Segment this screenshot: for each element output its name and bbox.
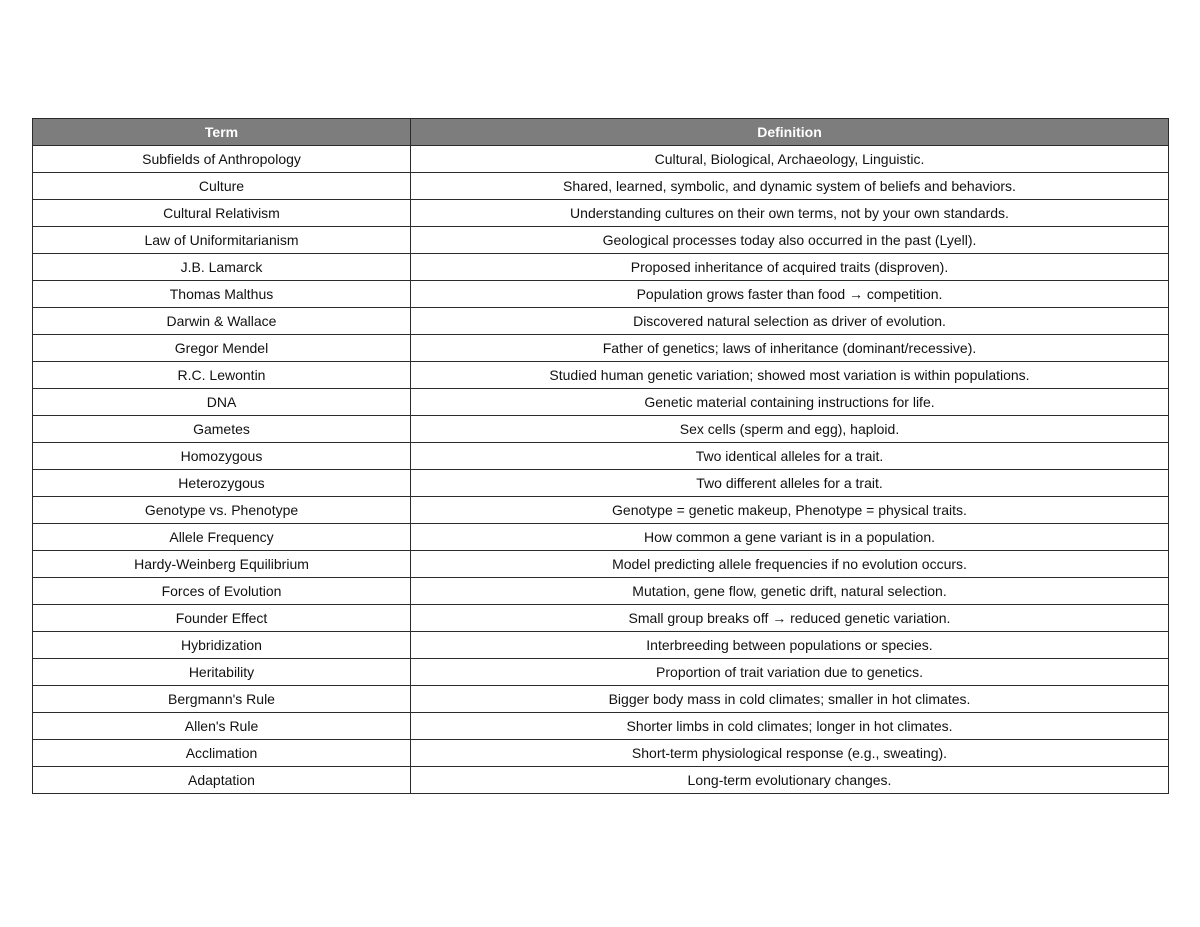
definition-cell: Population grows faster than food → competition. — [411, 281, 1169, 308]
table-row — [33, 254, 1169, 281]
table-row — [33, 416, 1169, 443]
table-row — [33, 389, 1169, 416]
term-cell: R.C. Lewontin — [33, 362, 411, 389]
term-cell: Cultural Relativism — [33, 200, 411, 227]
definition-cell: Small group breaks off → reduced genetic variation. — [411, 605, 1169, 632]
table-header-row — [33, 119, 1169, 146]
table-row — [33, 335, 1169, 362]
term-cell: Gametes — [33, 416, 411, 443]
term-cell: DNA — [33, 389, 411, 416]
table-row — [33, 632, 1169, 659]
definition-cell: Father of genetics; laws of inheritance (dominant/recessive). — [411, 335, 1169, 362]
table-row — [33, 173, 1169, 200]
definition-cell: Short-term physiological response (e.g., sweating). — [411, 740, 1169, 767]
term-cell: Heritability — [33, 659, 411, 686]
table-row — [33, 659, 1169, 686]
term-cell: Forces of Evolution — [33, 578, 411, 605]
definition-cell: Model predicting allele frequencies if no evolution occurs. — [411, 551, 1169, 578]
definition-cell: Interbreeding between populations or species. — [411, 632, 1169, 659]
table-row — [33, 686, 1169, 713]
term-cell: Hardy-Weinberg Equilibrium — [33, 551, 411, 578]
term-cell: Heterozygous — [33, 470, 411, 497]
term-cell: Acclimation — [33, 740, 411, 767]
definition-cell: Cultural, Biological, Archaeology, Linguistic. — [411, 146, 1169, 173]
term-cell: Culture — [33, 173, 411, 200]
term-cell: Darwin & Wallace — [33, 308, 411, 335]
table-row — [33, 740, 1169, 767]
definition-cell: Two different alleles for a trait. — [411, 470, 1169, 497]
table-row — [33, 308, 1169, 335]
definition-cell: Genotype = genetic makeup, Phenotype = physical traits. — [411, 497, 1169, 524]
term-cell: Subfields of Anthropology — [33, 146, 411, 173]
table-row — [33, 146, 1169, 173]
definition-cell: Bigger body mass in cold climates; smaller in hot climates. — [411, 686, 1169, 713]
term-cell: Homozygous — [33, 443, 411, 470]
table-row — [33, 578, 1169, 605]
table-row — [33, 227, 1169, 254]
term-cell: Adaptation — [33, 767, 411, 794]
table-row — [33, 470, 1169, 497]
definition-cell: How common a gene variant is in a population. — [411, 524, 1169, 551]
table-body — [33, 146, 1169, 794]
term-cell: Hybridization — [33, 632, 411, 659]
term-cell: Gregor Mendel — [33, 335, 411, 362]
definition-cell: Sex cells (sperm and egg), haploid. — [411, 416, 1169, 443]
definition-cell: Geological processes today also occurred in the past (Lyell). — [411, 227, 1169, 254]
definition-cell: Mutation, gene flow, genetic drift, natural selection. — [411, 578, 1169, 605]
definition-cell: Proposed inheritance of acquired traits (disproven). — [411, 254, 1169, 281]
definition-cell: Understanding cultures on their own terms, not by your own standards. — [411, 200, 1169, 227]
table-row — [33, 551, 1169, 578]
definition-cell: Long-term evolutionary changes. — [411, 767, 1169, 794]
table-row — [33, 443, 1169, 470]
term-cell: Thomas Malthus — [33, 281, 411, 308]
term-cell: Law of Uniformitarianism — [33, 227, 411, 254]
term-cell: J.B. Lamarck — [33, 254, 411, 281]
column-header-definition: Definition — [411, 119, 1169, 146]
table-row — [33, 200, 1169, 227]
table-row — [33, 524, 1169, 551]
definition-cell: Proportion of trait variation due to genetics. — [411, 659, 1169, 686]
column-header-term: Term — [33, 119, 411, 146]
term-cell: Genotype vs. Phenotype — [33, 497, 411, 524]
term-cell: Allen's Rule — [33, 713, 411, 740]
term-cell: Bergmann's Rule — [33, 686, 411, 713]
term-cell: Allele Frequency — [33, 524, 411, 551]
table-row — [33, 497, 1169, 524]
glossary-table — [32, 118, 1169, 794]
table-row — [33, 767, 1169, 794]
definition-cell: Genetic material containing instructions for life. — [411, 389, 1169, 416]
definition-cell: Discovered natural selection as driver of evolution. — [411, 308, 1169, 335]
table-row — [33, 281, 1169, 308]
term-cell: Founder Effect — [33, 605, 411, 632]
definition-cell: Shorter limbs in cold climates; longer in hot climates. — [411, 713, 1169, 740]
table-row — [33, 605, 1169, 632]
definition-cell: Two identical alleles for a trait. — [411, 443, 1169, 470]
table-row — [33, 713, 1169, 740]
definition-cell: Shared, learned, symbolic, and dynamic system of beliefs and behaviors. — [411, 173, 1169, 200]
definition-cell: Studied human genetic variation; showed most variation is within populations. — [411, 362, 1169, 389]
table-row — [33, 362, 1169, 389]
